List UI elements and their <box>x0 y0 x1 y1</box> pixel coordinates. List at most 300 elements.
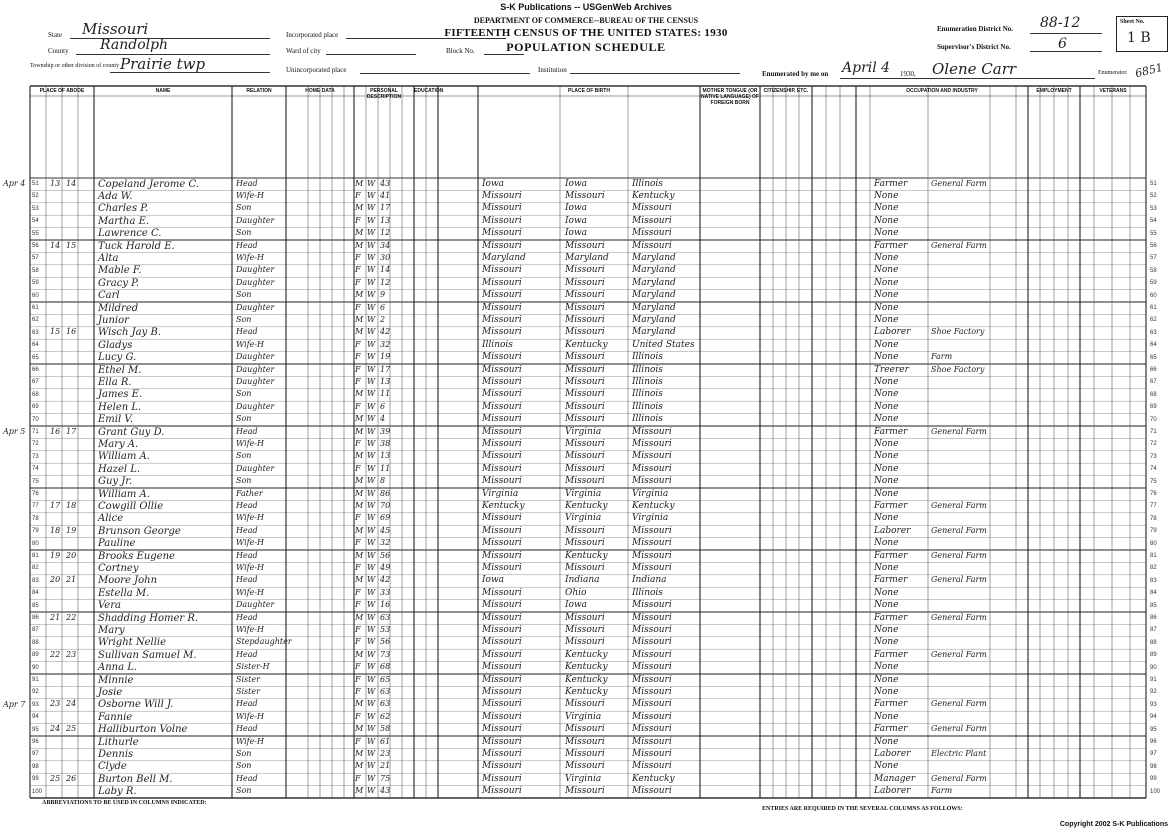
cell-sex: M <box>355 488 364 498</box>
line-number-right: 88 <box>1150 639 1157 646</box>
cell-race: W <box>367 476 376 486</box>
cell-bp: Illinois <box>482 339 513 350</box>
cell-name: Junior <box>98 314 129 326</box>
cell-name: William A. <box>98 451 150 463</box>
cell-bp: Missouri <box>482 773 522 784</box>
enumerated-year: 1930, <box>900 70 916 78</box>
cell-dw: 18 <box>50 525 61 535</box>
cell-fam: 16 <box>66 327 77 337</box>
cell-race: W <box>367 203 376 213</box>
cell-fbp: Missouri <box>565 414 605 425</box>
cell-rel: Head <box>236 550 258 560</box>
cell-occ: None <box>874 339 899 350</box>
cell-sex: F <box>355 376 361 386</box>
cell-race: W <box>367 786 376 796</box>
cell-sex: F <box>355 686 361 696</box>
census-title: FIFTEENTH CENSUS OF THE UNITED STATES: 1930 <box>444 27 728 39</box>
cell-fbp: Missouri <box>565 476 605 487</box>
cell-dw: 17 <box>50 500 61 510</box>
cell-bp: Missouri <box>482 203 522 214</box>
cell-occ: Farmer <box>874 649 908 660</box>
cell-race: W <box>367 215 376 225</box>
cell-race: W <box>367 228 376 238</box>
cell-sex: M <box>355 761 364 771</box>
line-number-right: 81 <box>1150 553 1157 559</box>
cell-race: W <box>367 612 376 622</box>
cell-bp: Maryland <box>482 252 526 263</box>
cell-age: 13 <box>380 451 391 461</box>
cell-age: 11 <box>380 389 391 399</box>
cell-sex: F <box>355 352 361 362</box>
cell-mbp: Kentucky <box>632 500 675 511</box>
enum-district-value: 88-12 <box>1040 15 1081 31</box>
cell-age: 65 <box>380 674 391 684</box>
cell-name: Wisch Jay B. <box>98 327 161 339</box>
cell-fbp: Missouri <box>565 699 605 710</box>
cell-mbp: Maryland <box>632 252 676 263</box>
cell-age: 17 <box>380 203 391 213</box>
cell-fbp: Missouri <box>565 761 605 772</box>
cell-sex: M <box>355 699 364 709</box>
cell-race: W <box>367 327 376 337</box>
cell-race: W <box>367 600 376 610</box>
cell-bp: Missouri <box>482 513 522 524</box>
cell-occ: None <box>874 562 899 573</box>
column-group-header: NAME <box>155 88 171 94</box>
cell-mbp: Illinois <box>632 376 663 387</box>
cell-occ: None <box>874 228 899 239</box>
cell-name: William A. <box>98 488 150 500</box>
supervisor-value: 6 <box>1058 36 1067 52</box>
cell-rel: Head <box>236 724 258 734</box>
cell-rel: Daughter <box>236 376 275 386</box>
cell-mbp: Missouri <box>632 612 672 623</box>
cell-rel: Wife-H <box>236 538 265 548</box>
cell-sex: F <box>355 624 361 634</box>
cell-race: W <box>367 649 376 659</box>
cell-mbp: Missouri <box>632 426 672 437</box>
line-number: 90 <box>32 664 39 671</box>
copyright: Copyright 2002 S-K Publications <box>1059 821 1168 828</box>
line-number: 72 <box>32 441 39 448</box>
cell-occ: None <box>874 277 899 288</box>
cell-bp: Missouri <box>482 426 522 437</box>
cell-bp: Missouri <box>482 240 522 251</box>
cell-mbp: Virginia <box>632 488 669 499</box>
cell-occ: None <box>874 265 899 276</box>
cell-mbp: Missouri <box>632 724 672 735</box>
line-number: 68 <box>32 391 39 398</box>
cell-dw: 25 <box>50 773 61 783</box>
cell-age: 62 <box>380 711 391 721</box>
cell-age: 32 <box>380 339 391 349</box>
cell-fbp: Missouri <box>565 724 605 735</box>
cell-fbp: Kentucky <box>565 500 608 511</box>
line-number-right: 83 <box>1150 577 1157 584</box>
cell-sex: M <box>355 649 364 659</box>
county-value: Randolph <box>100 37 169 53</box>
cell-rel: Son <box>236 389 252 399</box>
cell-occ: Farmer <box>874 550 908 561</box>
line-number: 70 <box>32 416 39 423</box>
cell-sex: M <box>355 228 364 238</box>
line-number: 96 <box>32 739 39 745</box>
line-number: 64 <box>32 342 39 349</box>
cell-rel: Son <box>236 228 252 238</box>
cell-name: Lawrence C. <box>98 228 162 240</box>
cell-fam: 19 <box>66 525 77 535</box>
unincorporated-label: Unincorporated place <box>286 66 347 74</box>
cell-name: Dennis <box>98 748 134 760</box>
cell-ind: Electric Plant <box>931 748 987 758</box>
cell-rel: Wife-H <box>236 624 265 634</box>
cell-occ: None <box>874 203 899 214</box>
cell-mbp: Illinois <box>632 178 663 189</box>
cell-dw: 13 <box>50 178 61 188</box>
line-number-right: 66 <box>1150 367 1157 373</box>
cell-rel: Sister <box>236 674 260 684</box>
cell-mbp: Missouri <box>632 637 672 648</box>
cell-sex: M <box>355 426 364 436</box>
cell-sex: F <box>355 538 361 548</box>
cell-occ: None <box>874 538 899 549</box>
cell-sex: M <box>355 240 364 250</box>
line-number: 82 <box>32 565 39 572</box>
cell-race: W <box>367 240 376 250</box>
cell-rel: Head <box>236 500 258 510</box>
line-number-right: 100 <box>1150 788 1161 795</box>
cell-bp: Missouri <box>482 587 522 598</box>
institution-label: Institution <box>538 66 567 74</box>
line-number: 87 <box>32 627 39 634</box>
cell-bp: Missouri <box>482 748 522 759</box>
cell-age: 75 <box>380 773 391 783</box>
cell-bp: Missouri <box>482 451 522 462</box>
cell-age: 43 <box>380 178 391 188</box>
line-number-right: 91 <box>1150 677 1157 683</box>
cell-age: 63 <box>380 686 391 696</box>
line-number-right: 73 <box>1150 453 1157 460</box>
cell-age: 39 <box>380 426 391 436</box>
cell-occ: None <box>874 352 899 363</box>
line-number: 73 <box>32 453 39 460</box>
cell-occ: None <box>874 389 899 400</box>
line-number: 80 <box>32 540 39 547</box>
cell-mbp: Virginia <box>632 513 669 524</box>
cell-sex: M <box>355 612 364 622</box>
cell-name: Mary <box>98 624 125 636</box>
line-number: 67 <box>32 379 39 386</box>
cell-bp: Missouri <box>482 215 522 226</box>
line-number-right: 58 <box>1150 267 1157 274</box>
cell-rel: Daughter <box>236 364 275 374</box>
cell-fbp: Missouri <box>565 736 605 747</box>
cell-sex: M <box>355 178 364 188</box>
line-number-right: 85 <box>1150 602 1157 609</box>
cell-name: Mildred <box>98 302 139 314</box>
enumerator-label: Enumerator. <box>1098 70 1128 76</box>
cell-occ: None <box>874 637 899 648</box>
cell-race: W <box>367 562 376 572</box>
cell-bp: Virginia <box>482 488 519 499</box>
cell-name: Cowgill Ollie <box>98 500 164 512</box>
cell-occ: Farmer <box>874 612 908 623</box>
cell-sex: F <box>355 600 361 610</box>
cell-rel: Daughter <box>236 401 275 411</box>
cell-occ: Farmer <box>874 178 908 189</box>
cell-fbp: Missouri <box>565 538 605 549</box>
cell-occ: Farmer <box>874 575 908 586</box>
cell-occ: None <box>874 476 899 487</box>
cell-mbp: Illinois <box>632 389 663 400</box>
line-number: 99 <box>32 776 39 783</box>
cell-fbp: Iowa <box>565 215 588 226</box>
cell-rel: Daughter <box>236 302 275 312</box>
cell-sex: F <box>355 736 361 746</box>
cell-name: Hazel L. <box>98 463 141 475</box>
cell-ind: General Farm <box>931 500 987 510</box>
line-number: 51 <box>32 181 39 187</box>
cell-race: W <box>367 748 376 758</box>
cell-bp: Missouri <box>482 600 522 611</box>
line-number-right: 78 <box>1150 515 1157 522</box>
cell-rel: Son <box>236 476 252 486</box>
cell-rel: Head <box>236 426 258 436</box>
cell-fbp: Iowa <box>565 600 588 611</box>
column-group-header: RELATION <box>246 88 272 94</box>
cell-occ: None <box>874 414 899 425</box>
sheet-label: Sheet No. <box>1120 19 1145 25</box>
cell-bp: Missouri <box>482 352 522 363</box>
cell-rel: Head <box>236 649 258 659</box>
enumerator-name: Olene Carr <box>932 60 1017 78</box>
cell-fam: 14 <box>66 178 77 188</box>
township-value: Prairie twp <box>120 55 206 73</box>
publisher-line: S-K Publications -- USGenWeb Archives <box>500 2 672 12</box>
cell-name: Ada W. <box>98 190 133 202</box>
cell-dw: 23 <box>50 699 61 709</box>
cell-rel: Son <box>236 451 252 461</box>
cell-dw: 19 <box>50 550 61 560</box>
cell-race: W <box>367 662 376 672</box>
cell-age: 56 <box>380 637 391 647</box>
cell-sex: F <box>355 252 361 262</box>
cell-race: W <box>367 488 376 498</box>
cell-dw: 16 <box>50 426 61 436</box>
cell-fbp: Missouri <box>565 562 605 573</box>
line-number: 57 <box>32 255 39 262</box>
cell-fbp: Missouri <box>565 290 605 301</box>
cell-name: Halliburton Volne <box>98 724 188 736</box>
cell-rel: Head <box>236 773 258 783</box>
line-number: 53 <box>32 205 39 212</box>
cell-fbp: Kentucky <box>565 649 608 660</box>
cell-race: W <box>367 426 376 436</box>
cell-rel: Wife-H <box>236 711 265 721</box>
cell-race: W <box>367 500 376 510</box>
line-number-right: 93 <box>1150 701 1157 708</box>
line-number-right: 76 <box>1150 491 1157 497</box>
line-number-right: 56 <box>1150 243 1157 249</box>
cell-name: Mary A. <box>98 438 139 450</box>
cell-sex: F <box>355 711 361 721</box>
cell-mbp: Illinois <box>632 414 663 425</box>
cell-name: Minnie <box>98 674 134 686</box>
cell-mbp: Missouri <box>632 711 672 722</box>
cell-fbp: Missouri <box>565 463 605 474</box>
cell-sex: M <box>355 203 364 213</box>
cell-ind: Farm <box>931 352 953 362</box>
line-number: 85 <box>32 602 39 609</box>
cell-name: Moore John <box>98 575 158 587</box>
cell-age: 17 <box>380 364 391 374</box>
cell-fbp: Missouri <box>565 364 605 375</box>
line-number-right: 59 <box>1150 280 1157 287</box>
line-number-right: 95 <box>1150 726 1157 733</box>
cell-race: W <box>367 761 376 771</box>
cell-race: W <box>367 451 376 461</box>
cell-sex: M <box>355 575 364 585</box>
cell-name: James E. <box>98 389 143 401</box>
cell-ind: General Farm <box>931 649 987 659</box>
cell-bp: Missouri <box>482 265 522 276</box>
date-mark: Apr 4 <box>3 179 26 188</box>
line-number-right: 84 <box>1150 590 1157 597</box>
cell-sex: F <box>355 265 361 275</box>
line-number-right: 51 <box>1150 181 1157 187</box>
cell-sex: M <box>355 290 364 300</box>
cell-mbp: Illinois <box>632 587 663 598</box>
line-number-right: 68 <box>1150 391 1157 398</box>
township-label: Township or other division of county <box>30 63 120 69</box>
column-group-header: MOTHER TONGUE (OR NATIVE LANGUAGE) OF FOREIGN BORN <box>701 88 759 106</box>
line-number: 75 <box>32 478 39 485</box>
line-number-right: 69 <box>1150 404 1157 411</box>
cell-mbp: Missouri <box>632 662 672 673</box>
state-label: State <box>48 31 62 39</box>
line-number-right: 89 <box>1150 652 1157 659</box>
cell-rel: Wife-H <box>236 513 265 523</box>
cell-ind: General Farm <box>931 612 987 622</box>
cell-age: 2 <box>380 314 386 324</box>
cell-occ: None <box>874 587 899 598</box>
cell-occ: None <box>874 252 899 263</box>
cell-bp: Missouri <box>482 736 522 747</box>
line-number-right: 55 <box>1150 230 1157 237</box>
cell-rel: Son <box>236 314 252 324</box>
cell-race: W <box>367 302 376 312</box>
cell-bp: Missouri <box>482 290 522 301</box>
cell-name: Fannie <box>98 711 133 723</box>
column-group-header: CITIZENSHIP, ETC. <box>763 88 809 94</box>
cell-occ: None <box>874 600 899 611</box>
cell-name: Sullivan Samuel M. <box>98 649 197 661</box>
line-number-right: 98 <box>1150 763 1157 770</box>
cell-race: W <box>367 401 376 411</box>
cell-fbp: Missouri <box>565 389 605 400</box>
cell-name: Burton Bell M. <box>98 773 173 785</box>
line-number: 66 <box>32 367 39 373</box>
cell-fbp: Kentucky <box>565 550 608 561</box>
cell-age: 49 <box>380 562 391 572</box>
cell-name: Copeland Jerome C. <box>98 178 199 190</box>
cell-dw: 15 <box>50 327 61 337</box>
cell-age: 42 <box>380 327 391 337</box>
cell-name: Carl <box>98 290 120 302</box>
cell-fbp: Virginia <box>565 513 602 524</box>
cell-age: 69 <box>380 513 391 523</box>
cell-name: Pauline <box>98 538 136 550</box>
line-number: 94 <box>32 714 39 721</box>
cell-fam: 24 <box>66 699 77 709</box>
cell-ind: Farm <box>931 786 953 796</box>
cell-name: Laby R. <box>98 786 137 798</box>
line-number-right: 96 <box>1150 739 1157 745</box>
cell-mbp: United States <box>632 339 695 350</box>
cell-fam: 22 <box>66 612 77 622</box>
line-number-right: 82 <box>1150 565 1157 572</box>
cell-dw: 21 <box>50 612 61 622</box>
cell-bp: Missouri <box>482 550 522 561</box>
cell-age: 9 <box>380 290 386 300</box>
line-number: 84 <box>32 590 39 597</box>
cell-sex: F <box>355 401 361 411</box>
line-number-right: 54 <box>1150 218 1157 225</box>
ward-label: Ward of city <box>286 47 321 55</box>
cell-rel: Son <box>236 414 252 424</box>
cell-rel: Stepdaughter <box>236 637 292 647</box>
cell-occ: None <box>874 488 899 499</box>
cell-sex: F <box>355 215 361 225</box>
cell-name: Gladys <box>98 339 133 351</box>
line-number-right: 72 <box>1150 441 1157 448</box>
line-number: 59 <box>32 280 39 287</box>
sheet-value: 1 B <box>1127 30 1151 46</box>
cell-mbp: Missouri <box>632 786 672 797</box>
cell-bp: Missouri <box>482 637 522 648</box>
cell-rel: Son <box>236 290 252 300</box>
cell-rel: Wife-H <box>236 736 265 746</box>
cell-race: W <box>367 252 376 262</box>
cell-rel: Head <box>236 178 258 188</box>
cell-rel: Wife-H <box>236 252 265 262</box>
cell-name: Grant Guy D. <box>98 426 165 438</box>
line-number: 79 <box>32 528 39 535</box>
cell-occ: None <box>874 190 899 201</box>
cell-bp: Missouri <box>482 624 522 635</box>
cell-mbp: Maryland <box>632 265 676 276</box>
abbrev-title: ABBREVIATIONS TO BE USED IN COLUMNS INDICATED: <box>42 800 207 806</box>
cell-bp: Missouri <box>482 190 522 201</box>
cell-sex: M <box>355 414 364 424</box>
cell-mbp: Missouri <box>632 228 672 239</box>
line-number: 69 <box>32 404 39 411</box>
cell-race: W <box>367 314 376 324</box>
cell-fbp: Missouri <box>565 302 605 313</box>
cell-rel: Son <box>236 761 252 771</box>
cell-mbp: Missouri <box>632 451 672 462</box>
cell-occ: Laborer <box>874 327 911 338</box>
cell-mbp: Missouri <box>632 699 672 710</box>
cell-fbp: Missouri <box>565 525 605 536</box>
cell-age: 13 <box>380 376 391 386</box>
cell-bp: Missouri <box>482 438 522 449</box>
line-number-right: 52 <box>1150 193 1157 200</box>
cell-occ: None <box>874 761 899 772</box>
cell-name: Vera <box>98 600 121 612</box>
cell-sex: M <box>355 550 364 560</box>
cell-rel: Daughter <box>236 215 275 225</box>
